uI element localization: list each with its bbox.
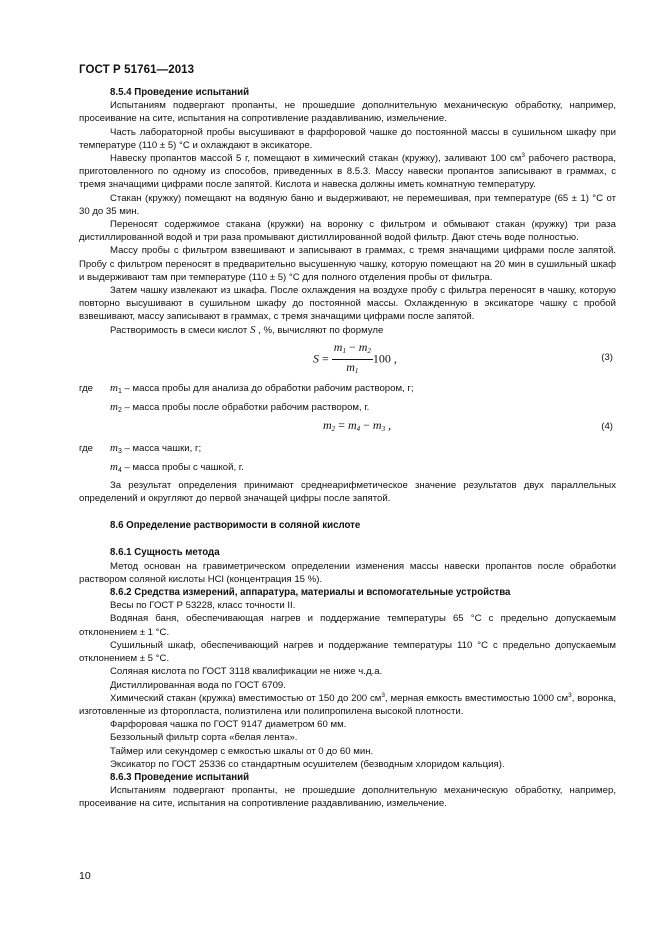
fraction-numerator: $m_1 - m_2$ — [332, 341, 373, 360]
text-run: Навеску пропантов массой 5 г, помещают в химический стакан (кружку), заливают 100 см — [110, 153, 522, 165]
where-label: где — [79, 442, 94, 454]
fraction-denominator: $m_1$ — [346, 360, 359, 376]
list-item: Фарфоровая чашка по ГОСТ 9147 диаметром 60 мм. — [110, 719, 347, 731]
list-item: Сушильный шкаф, обеспечивающий нагрев и поддержание температуры 110 °С с предельно допускаемым отклонением ± 5 °С. — [79, 639, 616, 665]
text-run: рабочего раствора, приготовленного по одному из способов, приведенных в 8.5.3. Массу навески пропантов записывают в граммах, с тремя значащими цифрами после запятой. Кислота и навеска должны иметь комнатную температуру. — [79, 153, 616, 191]
formula-factor: 100 — [372, 351, 391, 366]
paragraph: Стакан (кружку) помещают на водяную баню и выдерживают, не перемешивая, при температуре (65 ± 1) °С от 30 до 35 мин. — [79, 192, 616, 217]
fraction — [332, 341, 373, 378]
paragraph: За результат определения принимают среднеарифметическое значение результатов двух параллельных определений и округляют до первой значащей цифры после запятой. — [79, 479, 616, 505]
page-number: 10 — [79, 870, 91, 882]
list-item: Беззольный фильтр сорта «белая лента». — [110, 732, 298, 744]
document-body — [79, 86, 616, 811]
section-heading-8-5-4: 8.5.4 Проведение испытаний — [110, 87, 250, 98]
paragraph: Затем чашку извлекают из шкафа. После охлаждения на воздухе пробу с фильтра переносят в чашку, которую повторно высушивают в сушильном шкафу до постоянной массы. Охлажденную в эксикаторе чашку с пробой взвешивают, массу записывают в граммах, с тремя значащими цифрами после запятой. — [79, 285, 616, 323]
where-label: где — [79, 382, 94, 394]
section-heading-8-6-3: 8.6.3 Проведение испытаний — [110, 771, 250, 783]
formula-expression: S = $\frac{m_1 - m_2}{m_1}$ 100 , — [313, 341, 397, 378]
text-run: , %, вычисляют по формуле — [255, 324, 384, 336]
equation-number: (3) — [601, 351, 613, 363]
list-item: Эксикатор по ГОСТ 25336 со стандартным осушителем (безводным хлоридом кальция). — [110, 758, 505, 770]
list-item: Водяная баня, обеспечивающая нагрев и поддержание температуры 65 °С с предельно допускаемым отклонением ± 1 °С. — [79, 613, 616, 638]
list-item: Весы по ГОСТ Р 53228, класс точности II. — [110, 600, 296, 612]
formula-3 — [79, 339, 616, 377]
document-code-header: ГОСТ Р 51761—2013 — [79, 64, 195, 76]
variable-s: S — [249, 323, 256, 336]
paragraph: Часть лабораторной пробы высушивают в фарфоровой чашке до постоянной массы в сушильном шкафу при температуре (110 ± 5) °С и охлаждают в эксикаторе. — [79, 126, 616, 151]
paragraph: Метод основан на гравиметрическом определении изменения массы навески пропантов после обработки раствором соляной кислоты HCl (концентрация 15 %). — [79, 560, 616, 585]
section-heading-8-6-1: 8.6.1 Сущность метода — [110, 547, 220, 559]
equation-number: (4) — [601, 420, 613, 432]
section-heading-8-6-2: 8.6.2 Средства измерений, аппаратура, материалы и вспомогательные устройства — [110, 587, 511, 599]
formula-expression: $m_2 = m_4 - m_3$ , — [323, 417, 392, 433]
list-item: Дистиллированная вода по ГОСТ 6709. — [110, 679, 286, 691]
formula-4 — [79, 417, 616, 437]
paragraph — [79, 152, 616, 192]
definition-m3: где $m_3$ – масса чашки, г; — [79, 441, 202, 455]
formula-lhs: S — [313, 351, 319, 366]
definition-m1: где $m_1$ – масса пробы для анализа до обработки рабочим раствором, г; — [79, 381, 414, 395]
paragraph: Массу пробы с фильтром взвешивают и записывают в граммах, с тремя значащими цифрами после запятой. Пробу с фильтром переносят в предварительно высушенную чашку, которую помещают на 20 мин в сушильный шкаф и выдерживают там при температуре (110 ± 5) °С для полного отделения пробы от фильтра. — [79, 245, 616, 283]
paragraph: Испытаниям подвергают пропанты, не прошедшие дополнительную механическую обработку, например, просеивание на сите, испытания на сопротивление раздавливанию, измельчение. — [79, 785, 616, 810]
paragraph — [79, 324, 616, 337]
section-heading-8-6: 8.6 Определение растворимости в соляной кислоте — [110, 520, 361, 532]
definition-m2: $m_2$ – масса пробы после обработки рабочим раствором, г. — [110, 400, 370, 414]
definition-m4: $m_4$ – масса пробы с чашкой, г. — [110, 460, 244, 474]
superscript: 3 — [521, 152, 525, 160]
text-run: Растворимость в смеси кислот — [110, 324, 250, 336]
list-item: Соляная кислота по ГОСТ 3118 квалификации не ниже ч.д.а. — [110, 666, 383, 678]
paragraph: Испытаниям подвергают пропанты, не прошедшие дополнительную механическую обработку, например, просеивание на сите, испытания на сопротивление раздавливанию, измельчение. — [79, 100, 616, 125]
list-item: Таймер или секундомер с емкостью шкалы от 0 до 60 мин. — [110, 745, 374, 757]
paragraph: Переносят содержимое стакана (кружки) на воронку с фильтром и обмывают стакан (кружку) три раза дистиллированной водой и три раза промывают дистиллированной водой фильтр. Дают стечь воде полностью. — [79, 219, 616, 244]
list-item: Химический стакан (кружка) вместимостью от 150 до 200 $см^3$, мерная емкость вместимостью 1000 $см^3$, воронка, изготовленные из фторопласта, полиэтилена или полипропилена высокой плотности. — [79, 691, 616, 717]
